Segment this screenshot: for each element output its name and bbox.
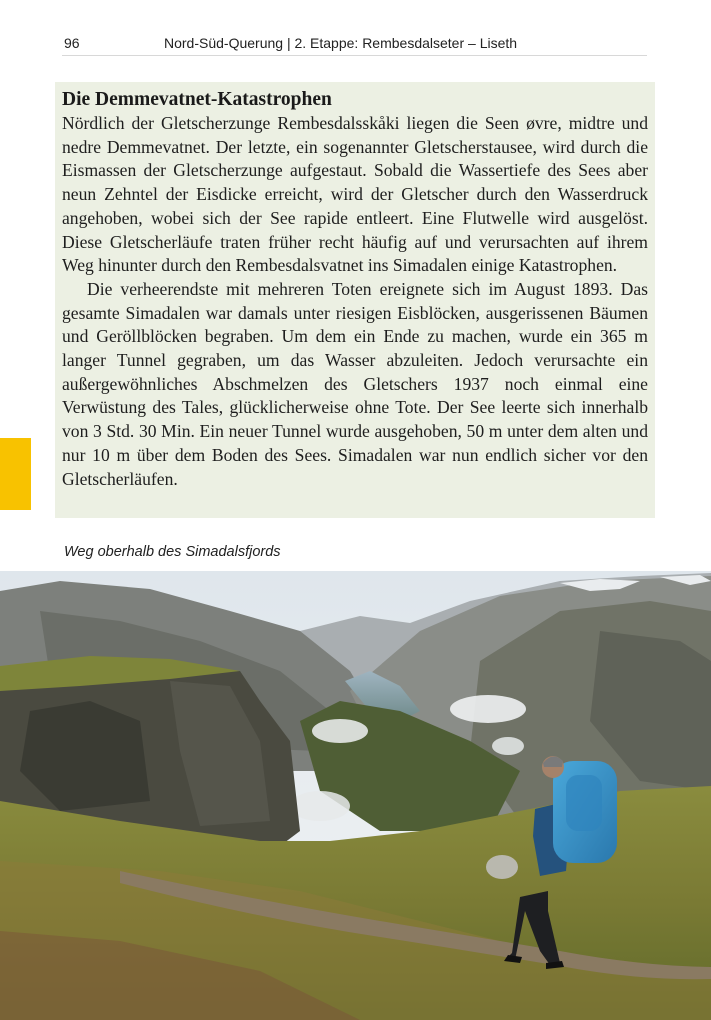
photo-caption: Weg oberhalb des Simadalsfjords — [64, 544, 281, 560]
info-box-body — [62, 112, 648, 491]
running-title: Nord-Süd-Querung | 2. Etappe: Rembesdalseter – Liseth — [164, 35, 518, 51]
landscape-illustration — [0, 571, 711, 1020]
header-rule — [62, 55, 647, 56]
info-box-paragraph-2: Die verheerendste mit mehreren Toten ereignete sich im August 1893. Das gesamte Simadalen war damals unter riesigen Eisblöcken, ausgerissenen Bäumen und Geröllblöcken begraben. Um dem ein Ende zu machen, wurde ein 365 m langer Tunnel gegraben, um das Wasser abzuleiten. Jedoch verursachte ein außergewöhnliches Abschmelzen des Gletschers 1937 noch einmal eine Verwüstung des Tales, glücklicherweise ohne Tote. Der See leerte sich innerhalb von 3 Std. 30 Min. Ein neuer Tunnel wurde ausgehoben, 50 m unter dem alten und nur 10 m über dem Boden des Sees. Simadalen war nun endlich sicher vor den Gletscherläufen. — [62, 278, 648, 489]
landscape-photo — [0, 571, 711, 1020]
page-header — [62, 35, 647, 55]
section-thumb-tab — [0, 438, 31, 510]
page-number: 96 — [64, 35, 80, 51]
info-box — [55, 82, 655, 518]
info-box-title: Die Demmevatnet-Katastrophen — [62, 89, 332, 110]
info-box-paragraph-1: Nördlich der Gletscherzunge Rembesdalsskåki liegen die Seen øvre, midtre und nedre Demmevatnet. Der letzte, ein sogenannter Gletscherstausee, wird durch die Eismassen der Gletscherzunge aufgestaut. Sobald die Wassertiefe des Sees aber neun Zehntel der Eisdicke erreicht, wird der Gletscher durch den Wasserdruck angehoben, wobei sich der See rapide entleert. Eine Flutwelle wird ausgelöst. Diese Gletscherläufe traten früher recht häufig auf und verursachten auf ihrem Weg hinunter durch den Rembesdalsvatnet ins Simadalen einige Katastrophen. — [62, 113, 648, 276]
